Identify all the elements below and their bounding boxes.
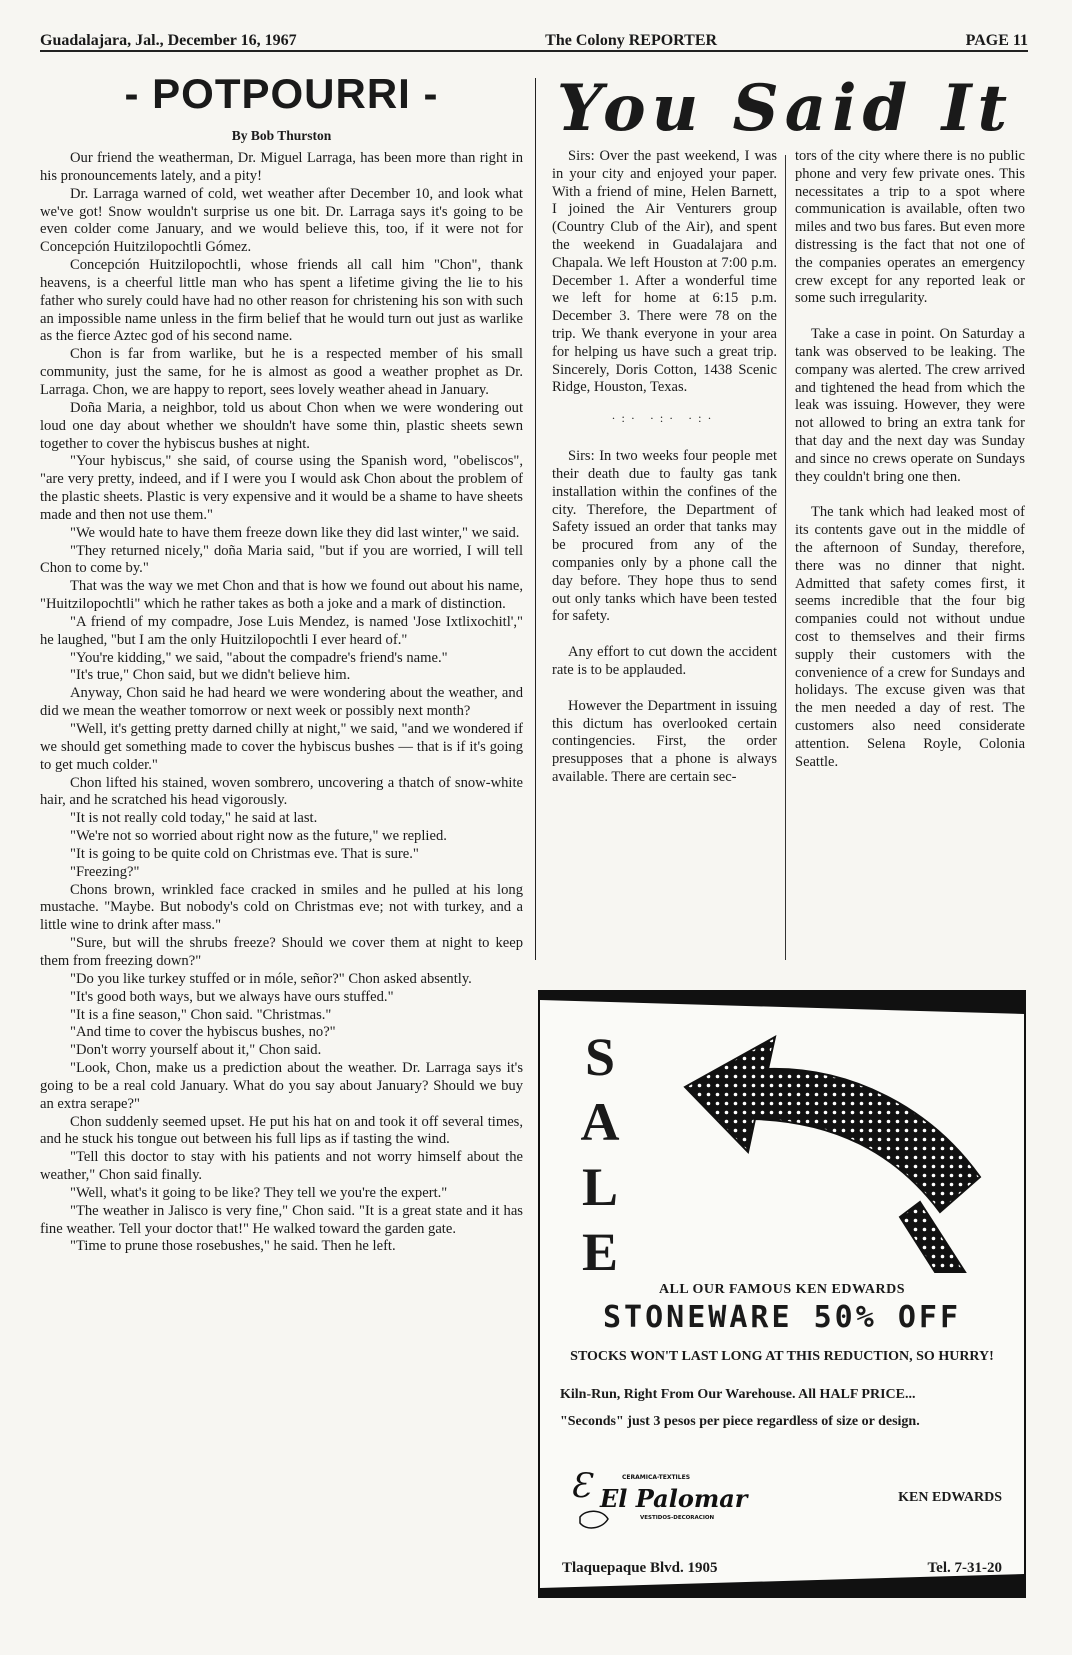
ad-address: Tlaquepaque Blvd. 1905 [562, 1560, 718, 1576]
potpourri-paragraph: That was the way we met Chon and that is how we found out about his name, "Huitzilopochtli" which he rather takes as both a joke and a mark of distinction. [40, 578, 523, 613]
potpourri-paragraph: "It's true," Chon said, but we didn't believe him. [70, 667, 351, 684]
potpourri-paragraph: Anyway, Chon said he had heard we were wondering about the weather, and did we mean the weather tomorrow or next week or possibly next month? [40, 685, 523, 720]
header-rule [40, 50, 1028, 52]
potpourri-paragraph: "It's good both ways, but we always have ours stuffed." [70, 988, 394, 1005]
potpourri-headline: - POTPOURRI - [124, 70, 439, 117]
letter-2-paragraph-3-continued: tors of the city where there is no public phone and very few private ones. This necessitates a trip to a spot where communication is available, often two miles and two bus fares. But even more distressing is the fact that not one of the companies operates an emergency crew except for any reported leak or some such irregularity. [795, 148, 1025, 307]
you-said-it-headline: You Said It [556, 71, 1014, 146]
potpourri-paragraph: "You're kidding," we said, "about the compadre's friend's name." [70, 649, 448, 666]
potpourri-paragraph: "We would hate to have them freeze down like they did last winter," we said. [70, 524, 520, 541]
ad-stock-line: STOCKS WON'T LAST LONG AT THIS REDUCTION, SO HURRY! [570, 1349, 994, 1364]
ad-seconds-line: "Seconds" just 3 pesos per piece regardless of size or design. [560, 1414, 920, 1429]
letter-2-paragraph-1: Sirs: In two weeks four people met their death due to faulty gas tank installation within the confines of the city. Therefore, the Department of Safety issued an order that tanks may be procured from any of the companies only by a phone call the day before. They hope thus to send out only tanks which have been tested for safety. [552, 448, 777, 625]
potpourri-paragraph: "Freezing?" [70, 863, 140, 880]
potpourri-paragraph: Chons brown, wrinkled face cracked in smiles and he pulled at his long mustache. "Maybe. But nobody's cold on Christmas eve; not with turkey, and a little wine to drink after mass." [40, 881, 523, 934]
potpourri-paragraph: "Time to prune those rosebushes," he said. Then he left. [70, 1238, 396, 1255]
letter-2-paragraph-4: Take a case in point. On Saturday a tank was observed to be leaking. The company was alerted. The crew arrived and tightened the head from which the leak was issuing. However, they were not allowed to bring an extra tank for that day and the next day was Sunday and since no crews operate on Sundays they couldn't bring one then. [795, 326, 1025, 485]
page-header [40, 24, 1028, 50]
byline: By Bob Thurston [231, 128, 332, 143]
potpourri-paragraph: "The weather in Jalisco is very fine," Chon said. "It is a great state and it has fine weather. Tell your doctor that!" He walked toward the garden gate. [40, 1202, 523, 1237]
potpourri-paragraph: "And time to cover the hybiscus bushes, no?" [70, 1024, 336, 1041]
potpourri-paragraph: "It is going to be quite cold on Christmas eve. That is sure." [70, 845, 419, 862]
letter-2-paragraph-2: Any effort to cut down the accident rate is to be applauded. [552, 644, 777, 678]
potpourri-paragraph: Chon lifted his stained, woven sombrero, uncovering a thatch of snow-white hair, and he scratched his head vigorously. [40, 774, 523, 809]
polka-dot-arrow-icon [650, 1027, 990, 1277]
paper-name: The Colony REPORTER [545, 32, 718, 49]
sale-letter-a: A [580, 1092, 620, 1152]
potpourri-paragraph: "They returned nicely," doña Maria said, "but if you are worried, I will tell Chon to come by." [40, 542, 523, 577]
letter-2-paragraph-3: However the Department in issuing this dictum has overlooked certain contingencies. First, the order presupposes that a phone is always available. There are certain sec- [552, 697, 777, 785]
potpourri-paragraph: "Don't worry yourself about it," Chon said. [70, 1042, 322, 1059]
potpourri-paragraph: Our friend the weatherman, Dr. Miguel Larraga, has been more than right in his pronouncements lately, and a pity! [40, 150, 523, 184]
ad-subhead: ALL OUR FAMOUS KEN EDWARDS [658, 1282, 906, 1297]
potpourri-paragraph: "Well, it's getting pretty darned chilly at night," we said, "and we wondered if we should get something made to cover the hybiscus bushes — that is if it's going to get much colder." [40, 721, 523, 773]
stoneware-sale-ad [538, 990, 1026, 1598]
svg-text:Ɛ: Ɛ [570, 1466, 592, 1506]
bird-icon [580, 1511, 608, 1528]
potpourri-paragraph: "Do you like turkey stuffed or in móle, señor?" Chon asked absently. [70, 970, 472, 987]
dateline: Guadalajara, Jal., December 16, 1967 [40, 32, 297, 49]
potpourri-paragraph: Dr. Larraga warned of cold, wet weather after December 10, and look what we've got! Snow wouldn't surprise us one bit. Dr. Larraga says it's going to be even colder come January, and we would believe this, too, if it were not for Concepción Huitzilopochtli Gómez. [40, 185, 523, 256]
potpourri-paragraph: "Tell this doctor to stay with his patients and not worry himself about the weather," Chon said finally. [40, 1149, 523, 1184]
potpourri-paragraph: "A friend of my compadre, Jose Luis Mendez, is named 'Jose Ixtlixochitl'," he laughed, "but I am the only Huitzilopochtli I ever heard of." [40, 613, 523, 648]
logo-top-text: CERAMICA-TEXTILES [622, 1474, 691, 1481]
potpourri-paragraph: "Your hybiscus," she said, of course using the Spanish word, "obeliscos", "are very pretty, indeed, and if I were you I would ask Chon about the problem of the plastic sheets. Plastic is very expensive and it would be a shame to have sheets made and then not use them." [40, 453, 523, 523]
potpourri-paragraph: "It is a fine season," Chon said. "Christmas." [70, 1006, 332, 1023]
potpourri-column [40, 64, 523, 1256]
potpourri-body [40, 150, 523, 1256]
logo-bottom-text: VESTIDOS-DECORACION [640, 1515, 715, 1521]
ad-headline: STONEWARE 50% OFF [602, 1300, 962, 1335]
letter-1: Sirs: Over the past weekend, I was in your city and enjoyed your paper. With a friend of mine, Helen Barnett, I joined the Air Venturers group (Country Club of the Air), and spent the weekend in Guadalajara and Chapala. We left Houston at 7:00 p.m. December 1. After a wonderful time we left for home at 6:15 p.m. December 3. There were 78 on the trip. We thank everyone in your area for helping us have such a great trip. Sincerely, Doris Cotton, 1438 Scenic Ridge, Houston, Texas. [552, 148, 777, 396]
potpourri-paragraph: "It is not really cold today," he said at last. [70, 810, 318, 827]
ad-ken-edwards: KEN EDWARDS [898, 1490, 1002, 1505]
ad-kiln-run-line: Kiln-Run, Right From Our Warehouse. All HALF PRICE... [560, 1387, 916, 1402]
letters-column-2 [795, 148, 1025, 771]
potpourri-paragraph: "Sure, but will the shrubs freeze? Should we cover them at night to keep them from freezing down?" [40, 935, 523, 969]
letters-column-1 [552, 148, 777, 787]
potpourri-paragraph: Doña Maria, a neighbor, told us about Chon when we were wondering out loud one day about whether we shouldn't have some thin, plastic sheets sewn together to cover the hybiscus bushes at night. [40, 399, 523, 452]
sale-letter-e: E [581, 1222, 619, 1282]
ad-top-border [540, 992, 1024, 1014]
column-rule [535, 78, 536, 960]
separator-ornament: ·:· ·:· ·:· [611, 411, 718, 426]
ad-telephone: Tel. 7-31-20 [927, 1560, 1002, 1576]
potpourri-paragraph: "Well, what's it going to be like? They tell we you're the expert." [70, 1184, 448, 1201]
potpourri-paragraph: Chon suddenly seemed upset. He put his hat on and took it off several times, and he stuck his tongue out between his full lips as if tasting the wind. [40, 1113, 523, 1148]
potpourri-paragraph: Concepción Huitzilopochtli, whose friends all call him "Chon", thank heavens, is a cheerful little man who has spent a lifetime giving the lie to his father who surely could have had no other reason for christening his son with such an impossible name unless in the firm belief that he would turn out just as warlike as the fierce Aztec god of his second name. [40, 257, 523, 345]
page-number: PAGE 11 [965, 32, 1028, 49]
potpourri-paragraph: "Look, Chon, make us a prediction about the weather. Dr. Larraga says it's going to be a real cold January. What do you say about January? Should we buy an extra serape?" [40, 1060, 523, 1112]
logo-name: El Palomar [600, 1484, 748, 1513]
potpourri-paragraph: Chon is far from warlike, but he is a respected member of his small community, just the same, for he is almost as good a weather prophet as Dr. Larraga. Chon, we are happy to report, sees lovely weather ahead in January. [40, 346, 523, 398]
column-rule-letters [785, 155, 786, 960]
sale-letter-s: S [584, 1027, 616, 1087]
sale-letter-l: L [581, 1157, 619, 1217]
letter-2-paragraph-5: The tank which had leaked most of its contents gave out in the middle of the afternoon of Sunday, therefore, there was no dinner that night. Admitted that safety comes first, it seems incredible that the four big companies could not without undue cost to themselves and their firms supply their customers with the convenience of a crew for Sundays and holidays. The excuse given was that the men needed a day of rest. The customers also need considerate attention. Selena Royle, Colonia Seattle. [795, 504, 1025, 770]
potpourri-paragraph: "We're not so worried about right now as the future," we replied. [70, 828, 447, 845]
ad-bottom-border [540, 1574, 1024, 1596]
el-palomar-logo [562, 1457, 762, 1537]
